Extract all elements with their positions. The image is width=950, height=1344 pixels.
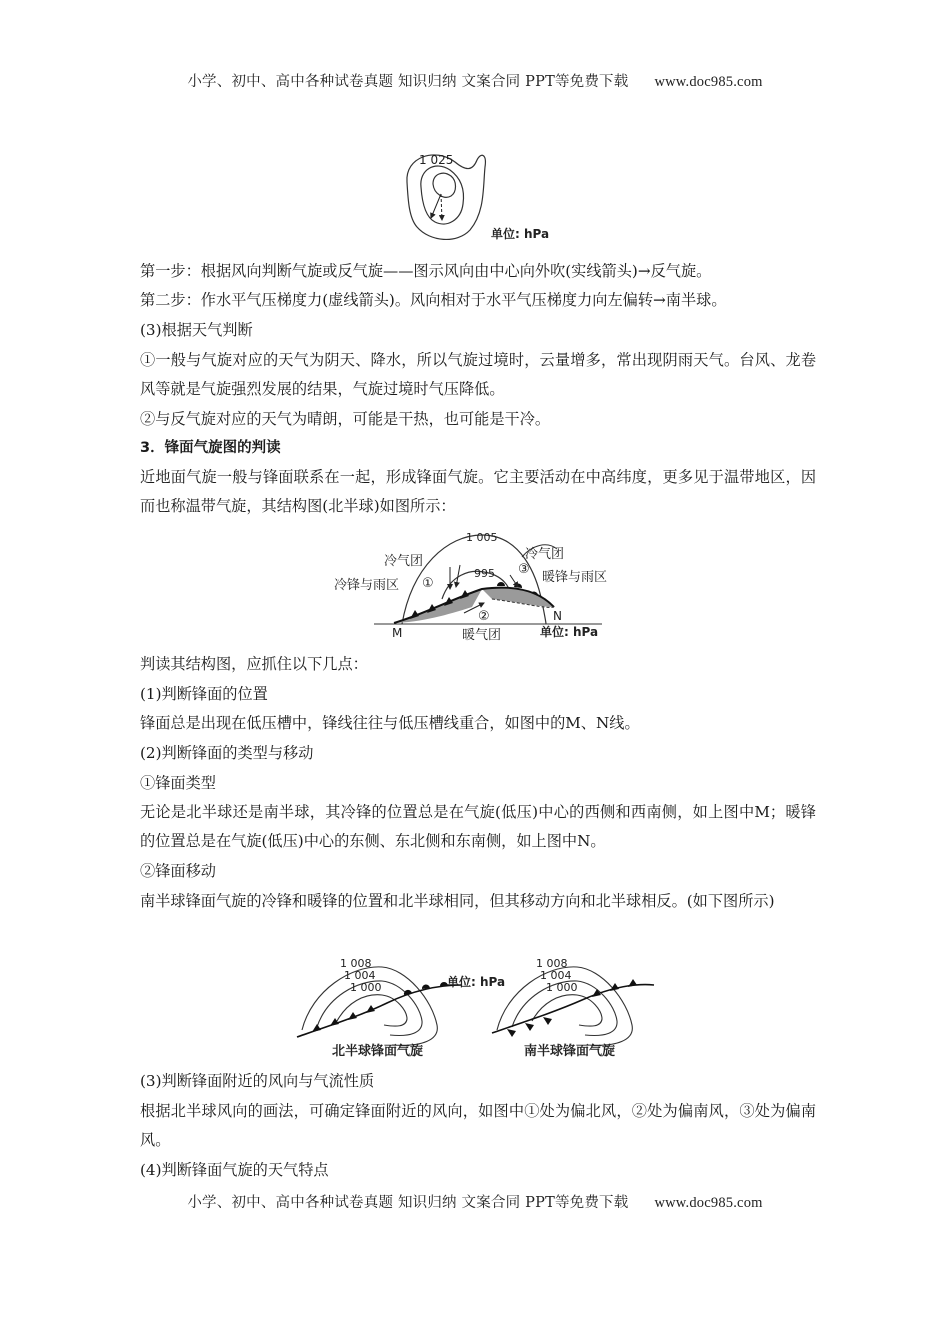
north-label-1004: 1 004 [344, 969, 376, 982]
unit-label: 单位: hPa [491, 227, 550, 241]
label-circle-3: ③ [518, 562, 530, 577]
footer-site-link[interactable]: www.doc985.com [654, 1195, 763, 1211]
page-footer [0, 1191, 950, 1212]
label-warm-front: 暖锋与雨区 [542, 570, 608, 585]
frontal-cyclone-intro: 近地面气旋一般与锋面联系在一起，形成锋面气旋。它主要活动在中高纬度，更多见于温带地区，因而也称温带气旋，其结构图(北半球)如图所示： [140, 468, 816, 515]
caption-north: 北半球锋面气旋 [332, 1044, 424, 1059]
south-label-1008: 1 008 [536, 957, 568, 970]
frontal-cyclone-figure [332, 527, 622, 645]
front-movement-body: 南半球锋面气旋的冷锋和暖锋的位置和北半球相同，但其移动方向和北半球相反。(如下图所示) [140, 892, 775, 910]
front-type-body: 无论是北半球还是南半球，其冷锋的位置总是在气旋(低压)中心的西侧和西南侧，如上图中M；暖锋的位置总是在气旋(低压)中心的东侧、东北侧和东南侧，如上图中N。 [140, 803, 816, 850]
south-label-1000: 1 000 [546, 981, 578, 994]
label-n: N [553, 609, 562, 623]
label-warm-air: 暖气团 [462, 628, 502, 643]
north-warm-front-semicircles [404, 982, 448, 995]
isobar-label-1025: 1 025 [419, 153, 454, 167]
label-circle-2: ② [478, 609, 490, 624]
point-3-body: 根据北半球风向的画法，可确定锋面附近的风向，如图中①处为偏北风，②处为偏南风，③处为偏南风。 [140, 1102, 816, 1149]
point-4-heading: (4)判断锋面气旋的天气特点 [140, 1161, 329, 1179]
north-cyclone-diagram [297, 957, 462, 1045]
reading-points-intro: 判读其结构图，应抓住以下几点： [140, 655, 368, 673]
north-label-1000: 1 000 [350, 981, 382, 994]
label-m: M [392, 626, 403, 640]
step-one: 第一步：根据风向判断气旋或反气旋——图示风向由中心向外吹(实线箭头)→反气旋。 [140, 262, 712, 280]
north-label-1008: 1 008 [340, 957, 372, 970]
wind-arrow-3 [510, 575, 518, 587]
gradient-arrow [441, 194, 442, 220]
label-cold-front: 冷锋与雨区 [334, 578, 400, 593]
anticyclone-weather-paragraph: ②与反气旋对应的天气为晴朗，可能是干热，也可能是干冷。 [140, 410, 551, 428]
front-type-heading: ①锋面类型 [140, 774, 216, 792]
point-3-heading: (3)判断锋面附近的风向与气流性质 [140, 1072, 375, 1090]
wind-arrow [431, 194, 441, 218]
south-label-1004: 1 004 [540, 969, 572, 982]
subheading-weather: (3)根据天气判断 [140, 321, 253, 339]
step-two: 第二步：作水平气压梯度力(虚线箭头)。风向相对于水平气压梯度力向左偏转→南半球。 [140, 291, 727, 309]
header-site-link[interactable]: www.doc985.com [654, 74, 763, 90]
section-heading-frontal-cyclone: 3．锋面气旋图的判读 [140, 440, 281, 456]
unit-label: 单位: hPa [447, 975, 506, 989]
point-2-heading: (2)判断锋面的类型与移动 [140, 744, 314, 762]
isobar-inner [433, 173, 456, 197]
isobar-label-1005: 1 005 [466, 531, 498, 544]
label-circle-1: ① [422, 576, 434, 591]
point-1-body: 锋面总是出现在低压槽中，锋线往往与低压槽线重合，如图中的M、N线。 [140, 714, 640, 732]
anticyclone-figure [395, 142, 560, 247]
hemisphere-comparison-figure [292, 955, 662, 1063]
unit-label: 单位: hPa [540, 625, 599, 639]
label-cold-air-left: 冷气团 [384, 554, 424, 569]
front-movement-heading: ②锋面移动 [140, 862, 216, 880]
isobar-label-995: 995 [474, 567, 495, 580]
point-1-heading: (1)判断锋面的位置 [140, 685, 268, 703]
page-header [0, 70, 950, 91]
footer-text: 小学、初中、高中各种试卷真题 知识归纳 文案合同 PPT等免费下载 [187, 1195, 629, 1211]
label-cold-air-right: 冷气团 [525, 547, 565, 562]
south-cyclone-diagram [492, 957, 654, 1045]
header-text: 小学、初中、高中各种试卷真题 知识归纳 文案合同 PPT等免费下载 [187, 74, 629, 90]
cyclone-weather-paragraph: ①一般与气旋对应的天气为阴天、降水，所以气旋过境时，云量增多，常出现阴雨天气。台风、龙卷风等就是气旋强烈发展的结果，气旋过境时气压降低。 [140, 351, 816, 398]
caption-south: 南半球锋面气旋 [524, 1044, 616, 1059]
south-isobar-1000 [532, 995, 602, 1026]
